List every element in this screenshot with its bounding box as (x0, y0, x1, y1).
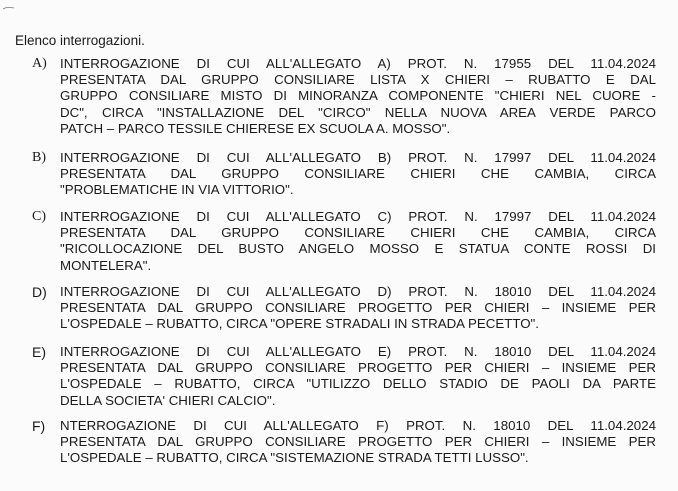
text-line: MONTELERA". (60, 257, 152, 273)
text-line: PRESENTATA DAL GRUPPO CONSILIARE PROGETTO PER CHIERI – INSIEME PER (60, 360, 656, 376)
text-line: PRESENTATA DAL GRUPPO CONSILIARE CHIERI CHE CAMBIA, CIRCA (60, 225, 656, 241)
text-line: GRUPPO CONSILIARE MISTO DI MINORANZA COMPONENTE "CHIERI NEL CUORE - (60, 88, 656, 104)
text-line: "PROBLEMATICHE IN VIA VITTORIO". (60, 182, 294, 198)
item-text (60, 344, 656, 409)
item-marker: E) (32, 344, 46, 360)
text-line: INTERROGAZIONE DI CUI ALL'ALLEGATO A) PROT. N. 17955 DEL 11.04.2024 (60, 56, 656, 71)
text-line: L'OSPEDALE – RUBATTO, CIRCA "OPERE STRADALI IN STRADA PECETTO". (60, 316, 539, 332)
item-marker: A) (32, 56, 47, 71)
item-marker: C) (32, 209, 46, 224)
item-text (60, 56, 656, 137)
text-line: INTERROGAZIONE DI CUI ALL'ALLEGATO D) PROT. N. 18010 DEL 11.04.2024 (60, 284, 656, 299)
item-text (60, 418, 656, 467)
text-line: INTERROGAZIONE DI CUI ALL'ALLEGATO E) PROT. N. 18010 DEL 11.04.2024 (60, 344, 656, 359)
text-line: INTERROGAZIONE DI CUI ALL'ALLEGATO B) PROT. N. 17997 DEL 11.04.2024 (60, 150, 656, 165)
item-text (60, 284, 656, 333)
item-text (60, 150, 656, 199)
text-line: PRESENTATA DAL GRUPPO CONSILIARE LISTA X CHIERI – RUBATTO E DAL (60, 72, 656, 88)
text-line: "RICOLLOCAZIONE DEL BUSTO ANGELO MOSSO E STATUA CONTE ROSSI DI (60, 241, 656, 257)
text-line: PRESENTATA DAL GRUPPO CONSILIARE PROGETTO PER CHIERI – INSIEME PER (60, 300, 656, 316)
item-marker: F) (32, 418, 46, 434)
text-line: L'OSPEDALE – RUBATTO, CIRCA "UTILIZZO DELLO STADIO DE PAOLI DA PARTE (60, 376, 656, 392)
text-line: PRESENTATA DAL GRUPPO CONSILIARE PROGETTO PER CHIERI – INSIEME PER (60, 434, 656, 450)
text-line: DELLA SOCIETA' CHIERI CALCIO". (60, 392, 276, 408)
text-line: INTERROGAZIONE DI CUI ALL'ALLEGATO C) PROT. N. 17997 DEL 11.04.2024 (60, 209, 656, 224)
item-text (60, 209, 656, 274)
scan-mark-icon (3, 6, 15, 10)
text-line: PRESENTATA DAL GRUPPO CONSILIARE CHIERI CHE CAMBIA, CIRCA (60, 166, 656, 182)
text-line: NTERROGAZIONE DI CUI ALL'ALLEGATO F) PROT. N. 18010 DEL 11.04.2024 (60, 418, 656, 433)
text-line: DC", CIRCA "INSTALLAZIONE DEL "CIRCO" NELLA NUOVA AREA VERDE PARCO (60, 104, 656, 120)
item-marker: D) (32, 284, 47, 300)
text-line: L'OSPEDALE – RUBATTO, CIRCA "SISTEMAZIONE STRADA TETTI LUSSO". (60, 450, 529, 466)
list-heading: Elenco interrogazioni. (15, 33, 145, 48)
text-line: PATCH – PARCO TESSILE CHIERESE EX SCUOLA A. MOSSO". (60, 120, 451, 136)
item-marker: B) (32, 150, 46, 165)
